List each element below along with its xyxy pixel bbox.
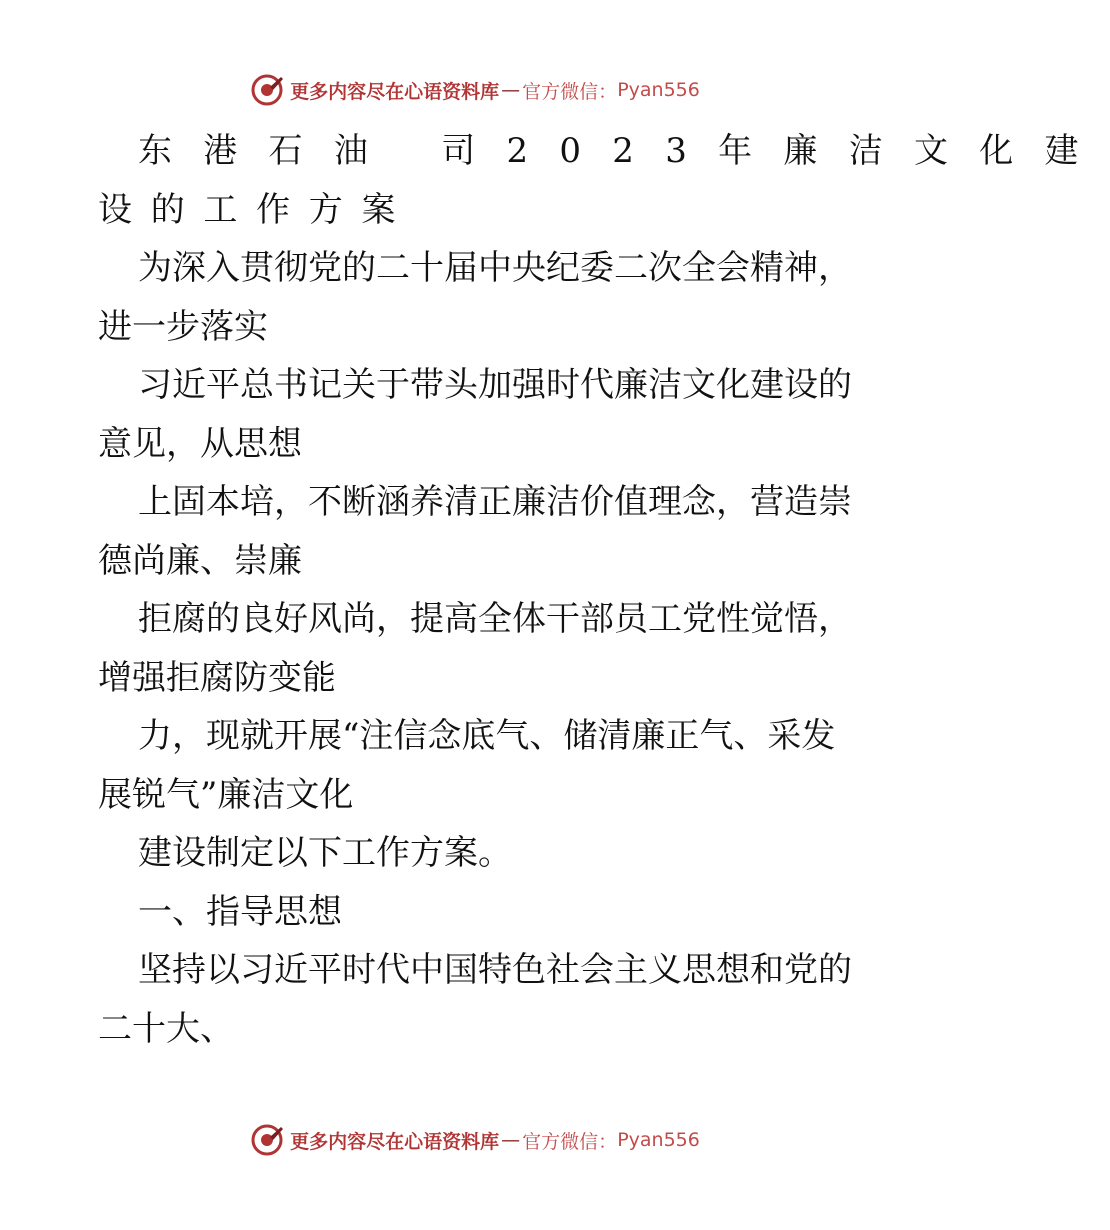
paragraph-line: 习近平总书记关于带头加强时代廉洁文化建设的 (138, 365, 852, 405)
document-title-line-2: 设的工作方案 (98, 189, 415, 230)
paragraph-line: 为深入贯彻党的二十届中央纪委二次全会精神， (138, 248, 852, 288)
paragraph-line: 上固本培，不断涵养清正廉洁价值理念，营造崇 (138, 482, 852, 522)
banner-separator: — (501, 1129, 521, 1151)
paragraph-line: 展锐气”廉洁文化 (98, 774, 354, 815)
paragraph-line: 拒腐的良好风尚，提高全体干部员工党性觉悟， (138, 599, 852, 639)
section-heading: 一、指导思想 (138, 891, 342, 932)
paragraph-line: 坚持以习近平时代中国特色社会主义思想和党的 (138, 950, 852, 990)
paragraph-line: 力，现就开展“注信念底气、储清廉正气、采发 (138, 716, 836, 756)
banner-wechat-label: 官方微信： (522, 1130, 618, 1153)
banner-separator: — (501, 79, 521, 101)
footer-watermark-banner (0, 1118, 950, 1162)
banner-brand-text: 更多内容尽在心语资料库 (290, 1130, 500, 1153)
paragraph-line: 进一步落实 (98, 306, 268, 347)
paragraph-line: 增强拒腐防变能 (98, 657, 336, 698)
document-body (98, 122, 1110, 1058)
banner-brand-text: 更多内容尽在心语资料库 (290, 80, 500, 103)
header-watermark-banner (0, 68, 950, 112)
paragraph-line: 德尚廉、崇廉 (98, 540, 302, 581)
paragraph-line: 建设制定以下工作方案。 (138, 833, 512, 873)
document-title-line-1: 东港石油 司2023年廉洁文化建 (138, 131, 1110, 171)
banner-wechat-label: 官方微信： (522, 80, 618, 103)
banner-wechat-id: Pyan556 (617, 79, 700, 101)
pen-circle-logo-icon (250, 73, 284, 107)
paragraph-line: 二十大、 (98, 1008, 234, 1049)
paragraph-line: 意见，从思想 (98, 423, 302, 464)
banner-wechat-id: Pyan556 (617, 1129, 700, 1151)
pen-circle-logo-icon (250, 1123, 284, 1157)
